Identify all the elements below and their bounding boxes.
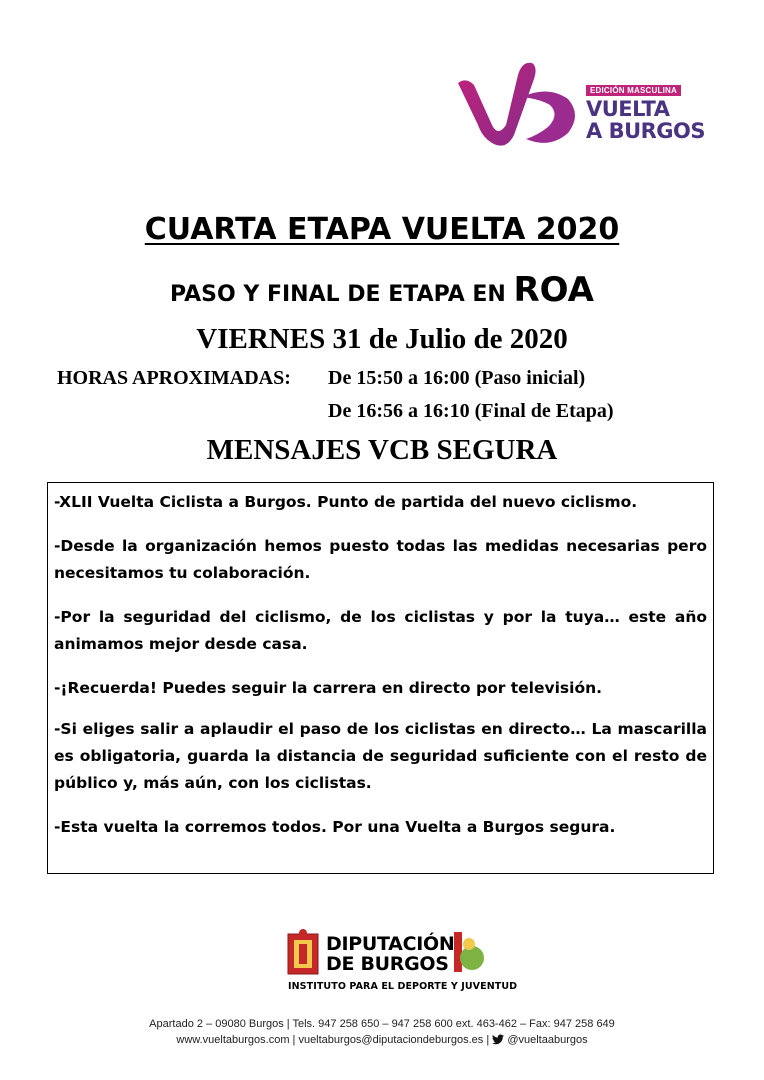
event-date: VIERNES 31 de Julio de 2020 [196, 323, 568, 355]
page-subtitle [0, 270, 764, 310]
message-item: -XLII Vuelta Ciclista a Burgos. Punto de partida del nuevo ciclismo. [54, 493, 638, 511]
subtitle-place: ROA [513, 270, 594, 310]
message-item: -Por la seguridad del ciclismo, de los ciclistas y por la tuya… este año animamos mejor desde casa. [54, 608, 707, 653]
message-item: -¡Recuerda! Puedes seguir la carrera en directo por televisión. [54, 679, 603, 697]
message-item: -Si eliges salir a aplaudir el paso de los ciclistas en directo… La mascarilla es obligatoria, guarda la distancia de seguridad suficiente con el resto de público y, más aún, con los ciclistas. [54, 720, 707, 792]
messages-box [47, 482, 714, 874]
subtitle-prefix: PASO Y FINAL DE ETAPA EN [170, 282, 514, 307]
edition-badge: EDICIÓN MASCULINA [586, 85, 681, 96]
message-item: -Desde la organización hemos puesto todas las medidas necesarias pero necesitamos tu colaboración. [54, 537, 707, 582]
diputacion-name [326, 934, 454, 974]
vb-logo-icon [452, 55, 582, 150]
brand-line-2: A BURGOS [586, 119, 706, 143]
hours-second: De 16:56 a 16:10 (Final de Etapa) [328, 400, 614, 422]
twitter-bird-icon [492, 1034, 504, 1045]
footer-address: Apartado 2 – 09080 Burgos | Tels. 947 258 650 – 947 258 600 ext. 463-462 – Fax: 947 258 649 [149, 1018, 615, 1030]
page-title: CUARTA ETAPA VUELTA 2020 [144, 212, 620, 247]
twitter-handle: @vueltaaburgos [507, 1034, 588, 1046]
vuelta-burgos-wordmark [586, 80, 716, 142]
brand-line-1: VUELTA [586, 97, 670, 121]
institute-name: INSTITUTO PARA EL DEPORTE Y JUVENTUD [288, 981, 518, 992]
diputacion-line-1: DIPUTACIÓN [326, 933, 455, 955]
hours-label: HORAS APROXIMADAS: [57, 367, 291, 389]
messages-title: MENSAJES VCB SEGURA [206, 434, 558, 466]
hours-first: De 15:50 a 16:00 (Paso inicial) [328, 367, 586, 389]
diputacion-line-2: DE BURGOS [326, 953, 449, 975]
footer-contact [0, 1034, 764, 1046]
footer-web-email: www.vueltaburgos.com | vueltaburgos@diputaciondeburgos.es | [176, 1034, 493, 1046]
message-item: -Esta vuelta la corremos todos. Por una Vuelta a Burgos segura. [54, 818, 616, 836]
